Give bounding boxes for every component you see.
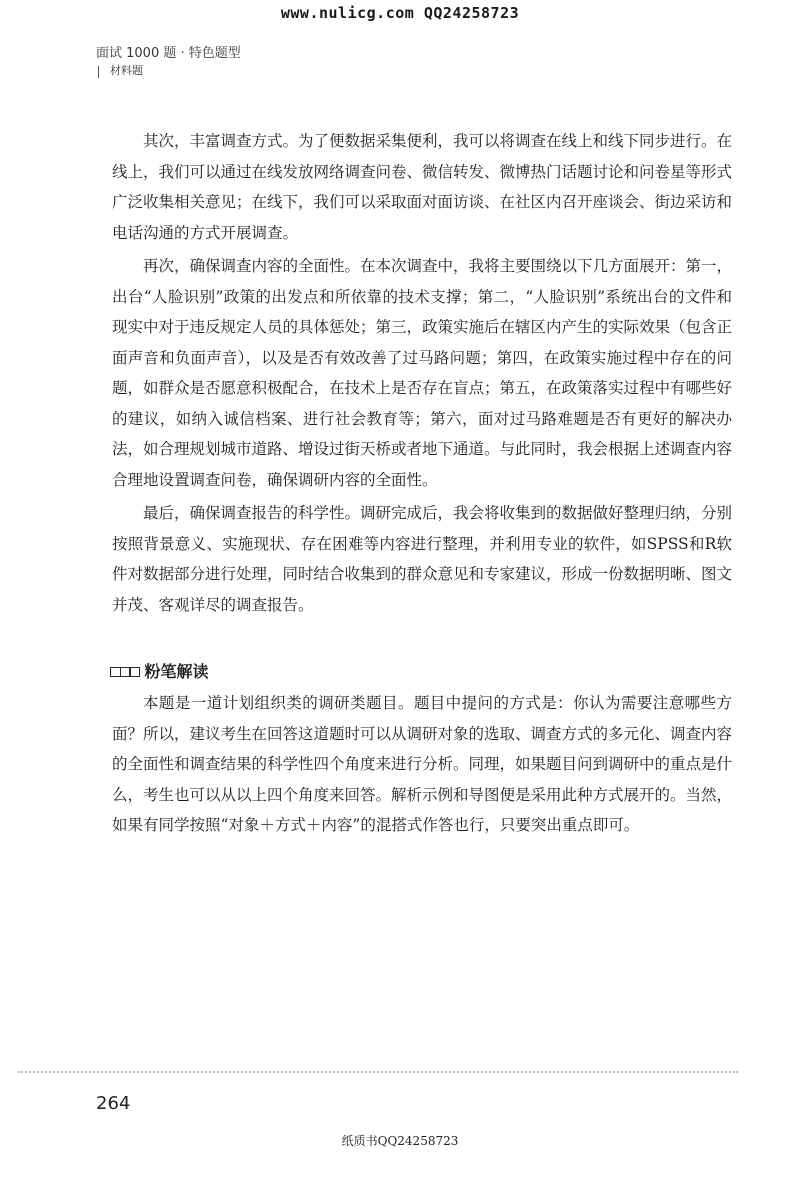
book-title: 面试 1000 题 · 特色题型 — [96, 46, 241, 61]
watermark-top: www.nulicg.com QQ24258723 — [280, 4, 520, 22]
running-head — [96, 45, 241, 79]
watermark-bottom: 纸质书QQ24258723 — [341, 1134, 459, 1148]
section-heading — [110, 658, 732, 686]
section-heading-text: 粉笔解读 — [144, 662, 209, 681]
scan-artifact-line — [18, 1071, 738, 1073]
paragraph-survey-content: 再次，确保调查内容的全面性。在本次调查中，我将主要围绕以下几方面展开：第一，出台“人脸识别”政策的出发点和所依靠的技术支撑；第二，“人脸识别”系统出台的文件和现实中对于违反规定人员的具体惩处；第三，政策实施后在辖区内产生的实际效果（包含正面声音和负面声音），以及是否有效改善了过马路问题；第四，在政策实施过程中存在的问题，如群众是否愿意积极配合，在技术上是否存在盲点；第五，在政策落实过程中有哪些好的建议，如纳入诚信档案、进行社会教育等；第六，面对过马路难题是否有更好的解决办法，如合理规划城市道路、增设过街天桥或者地下通道。与此同时，我会根据上述调查内容合理地设置调查问卷，确保调研内容的全面性。 — [112, 257, 733, 489]
paragraph-analysis: 本题是一道计划组织类的调研类题目。题目中提问的方式是：你认为需要注意哪些方面？所以，建议考生在回答这道题时可以从调研对象的选取、调查方式的多元化、调查内容的全面性和调查结果的科学性四个角度来进行分析。同理，如果题目问到调研中的重点是什么，考生也可以从以上四个角度来回答。解析示例和导图便是采用此种方式展开的。当然，如果有同学按照“对象＋方式＋内容”的混搭式作答也行，只要突出重点即可。 — [112, 694, 733, 834]
heading-marker-icon — [110, 667, 139, 677]
section-label: 材料题 — [96, 63, 241, 79]
paragraph-survey-report: 最后，确保调查报告的科学性。调研完成后，我会将收集到的数据做好整理归纳，分别按照背景意义、实施现状、存在困难等内容进行整理，并利用专业的软件，如SPSS和R软件对数据部分进行处理，同时结合收集到的群众意见和专家建议，形成一份数据明晰、图文并茂、客观详尽的调查报告。 — [112, 504, 733, 614]
paragraph-survey-methods: 其次，丰富调查方式。为了便数据采集便利，我可以将调查在线上和线下同步进行。在线上，我们可以通过在线发放网络调查问卷、微信转发、微博热门话题讨论和问卷星等形式广泛收集相关意见；在线下，我们可以采取面对面访谈、在社区内召开座谈会、街边采访和电话沟通的方式开展调查。 — [112, 132, 733, 242]
page-content — [112, 126, 732, 844]
page-number: 264 — [96, 1093, 131, 1114]
